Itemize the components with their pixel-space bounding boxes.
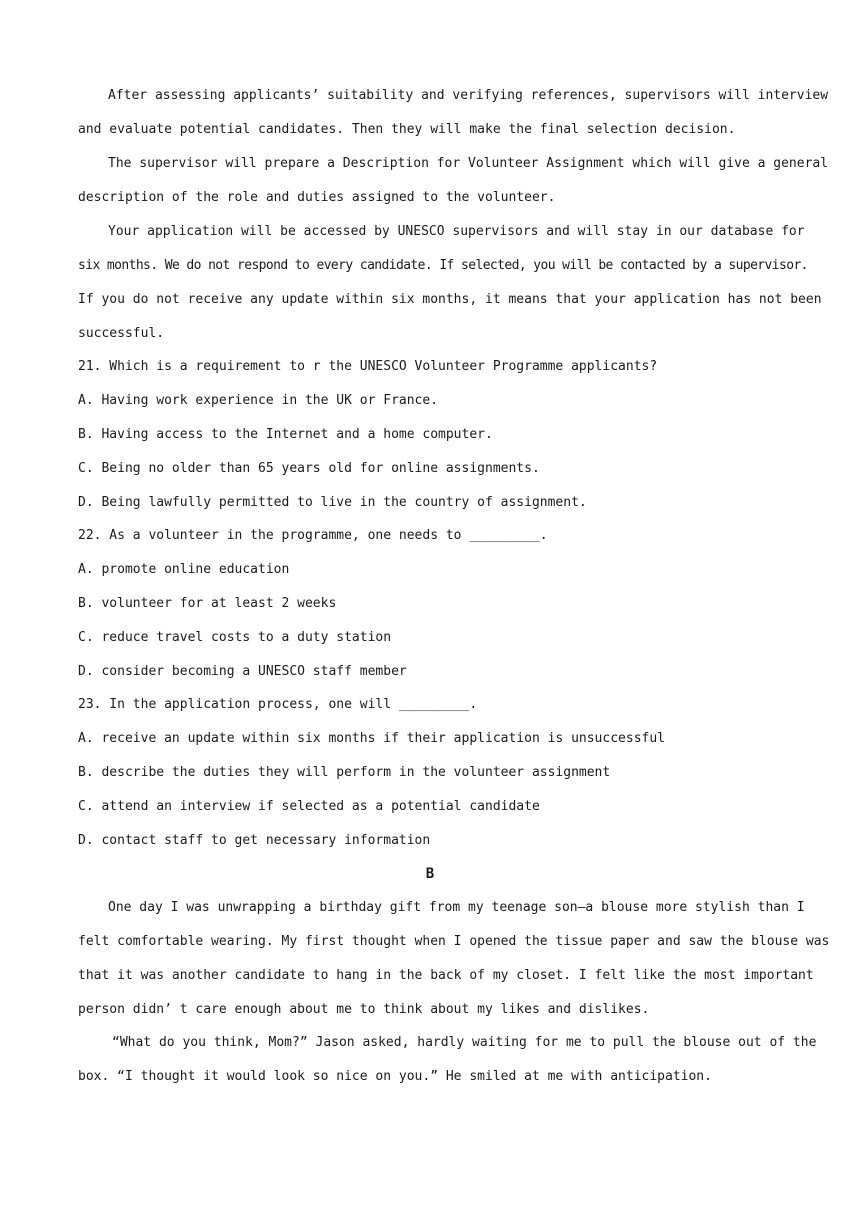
answer-option: D. contact staff to get necessary information [78,833,431,848]
paragraph-line: successful. [78,326,165,341]
answer-option: C. reduce travel costs to a duty station [78,630,392,645]
section-heading: B [425,866,435,882]
paragraph-line: Your application will be accessed by UNESCO supervisors and will stay in our database for [108,224,805,239]
paragraph-line: six months. We do not respond to every candidate. If selected, you will be contacted by a supervisor. [78,258,808,273]
paragraph-line: One day I was unwrapping a birthday gift from my teenage son—a blouse more stylish than I [108,900,805,915]
answer-option: A. receive an update within six months if their application is unsuccessful [78,731,665,746]
answer-option: B. Having access to the Internet and a home computer. [78,427,493,442]
question-stem-23: 23. In the application process, one will _________. [78,697,478,712]
paragraph-line: If you do not receive any update within six months, it means that your application has not been [78,292,822,307]
answer-option: B. describe the duties they will perform in the volunteer assignment [78,765,611,780]
answer-option: A. Having work experience in the UK or France. [78,393,439,408]
paragraph-line: The supervisor will prepare a Description for Volunteer Assignment which will give a general [108,156,829,171]
paragraph-line: and evaluate potential candidates. Then they will make the final selection decision. [78,122,736,137]
paragraph-line: person didn’ t care enough about me to think about my likes and dislikes. [78,1002,650,1017]
paragraph-line: felt comfortable wearing. My first thought when I opened the tissue paper and saw the blouse was [78,934,830,949]
answer-option: D. Being lawfully permitted to live in the country of assignment. [78,495,587,510]
question-stem-21: 21. Which is a requirement to r the UNESCO Volunteer Programme applicants? [78,359,658,374]
paragraph-line: “What do you think, Mom?” Jason asked, hardly waiting for me to pull the blouse out of the [112,1035,817,1050]
paragraph-line: After assessing applicants’ suitability and verifying references, supervisors will interview [108,88,829,103]
question-stem-22: 22. As a volunteer in the programme, one needs to _________. [78,528,548,543]
answer-option: C. attend an interview if selected as a potential candidate [78,799,540,814]
paragraph-line: that it was another candidate to hang in the back of my closet. I felt like the most important [78,968,814,983]
answer-option: A. promote online education [78,562,290,577]
paragraph-line: box. “I thought it would look so nice on you.” He smiled at me with anticipation. [78,1069,712,1084]
answer-option: B. volunteer for at least 2 weeks [78,596,337,611]
answer-option: D. consider becoming a UNESCO staff member [78,664,407,679]
paragraph-line: description of the role and duties assigned to the volunteer. [78,190,556,205]
answer-option: C. Being no older than 65 years old for online assignments. [78,461,540,476]
